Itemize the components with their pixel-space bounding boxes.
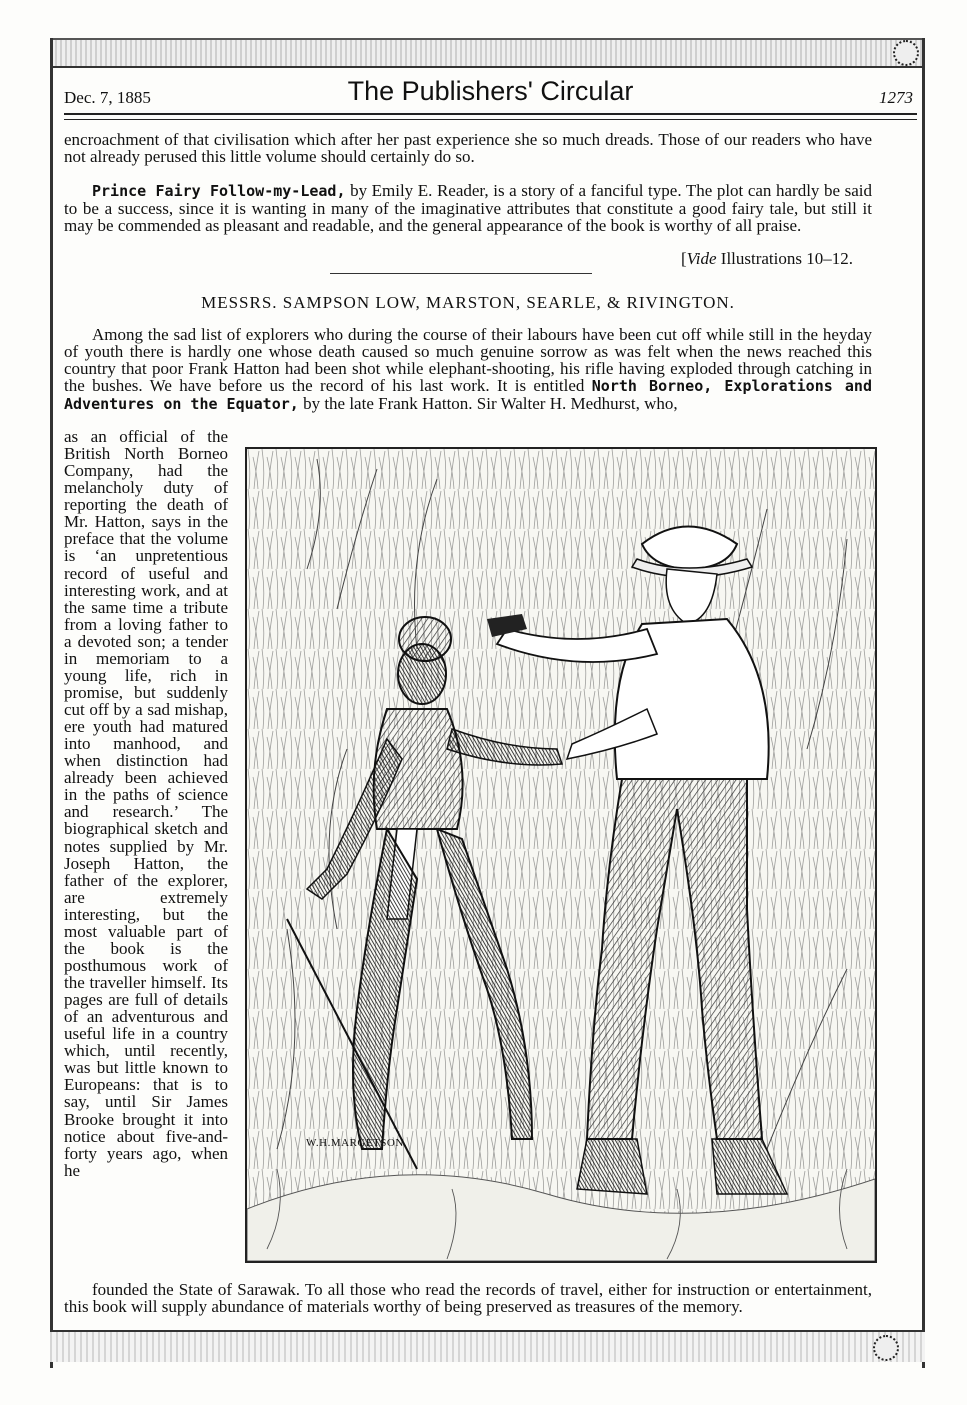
corner-rosette-icon xyxy=(873,1335,899,1361)
ornamental-top-border xyxy=(50,38,925,68)
ornamental-bottom-border xyxy=(50,1330,925,1362)
vide-text: Illustrations 10–12. xyxy=(716,249,853,268)
book-title: North Borneo, Explorations and Adventures on the Equator, xyxy=(64,377,872,413)
hatton-intro xyxy=(64,326,872,413)
illustration-reference: [Vide Illustrations 10–12. xyxy=(680,249,853,268)
intro-continuation: by the late Frank Hatton. Sir Walter H. Medhurst, who, xyxy=(298,394,678,413)
publisher-heading: MESSRS. SAMPSON LOW, MARSTON, SEARLE, & RIVINGTON. xyxy=(201,293,735,312)
narrow-column-text: as an official of the British North Borneo Company, had the melancholy duty of reporting the death of Mr. Hatton, says in the preface that the volume is ‘an unpretentious record of useful and interesting work, and at the same time a tribute from a loving father to a devoted son; a tender in memoriam to a young life, rich in promise, but suddenly cut off by a sad mishap, ere youth had matured into manhood, and when distinction had already been achieved in the paths of science and research.’ The biographical sketch and notes supplied by Mr. Joseph Hatton, the father of the explorer, are extremely interesting, but the most valuable part of the book is the posthumous work of the traveller himself. Its pages are full of details of an adventurous and useful life in a country which, until recently, was but little known to Europeans: that is to say, until Sir James Brooke brought it into notice about five-and-forty years ago, when he xyxy=(64,427,228,1180)
review-body: by Emily E. Reader, is a story of a fanciful type. The plot can hardly be said to be a success, since it is wanting in many of the imaginative attributes that constitute a good fairy tale, but still it may be commended as pleasant and readable, and the general appearance of the book is worthy of all praise. xyxy=(64,181,872,235)
review-prince-fairy xyxy=(64,182,872,234)
right-border-rule xyxy=(922,38,925,1368)
vide-label: Vide xyxy=(686,249,717,268)
left-border-rule xyxy=(50,38,53,1368)
book-title: Prince Fairy Follow-my-Lead, xyxy=(92,182,346,200)
publication-title: The Publishers' Circular xyxy=(347,76,634,106)
corner-rosette-icon xyxy=(893,40,919,66)
section-divider xyxy=(330,273,592,274)
header-rule xyxy=(64,113,917,120)
issue-date: Dec. 7, 1885 xyxy=(64,88,151,107)
page-header xyxy=(64,76,917,110)
review-continuation: encroachment of that civilisation which after her past experience she so much dreads. Those of our readers who have not already perused this little volume should certainly do so. xyxy=(64,130,872,166)
artist-signature: W.H.MARGETSON. xyxy=(306,1137,408,1149)
page-number: 1273 xyxy=(879,88,913,107)
intro-text: Among the sad list of explorers who during the course of their labours have been cut off while still in the heyday of youth there is hardly one whose death caused so much genuine sorrow as was felt when the news reached this country that poor Frank Hatton had been shot while elephant-shooting, his rifle having exploded through catching in the bushes. We have before us the record of his last work. It is entitled xyxy=(64,325,872,395)
hatton-closing: founded the State of Sarawak. To all those who read the records of travel, either for instruction or entertainment, this book will supply abundance of materials worthy of being preserved as treasures of the memory. xyxy=(64,1280,872,1316)
